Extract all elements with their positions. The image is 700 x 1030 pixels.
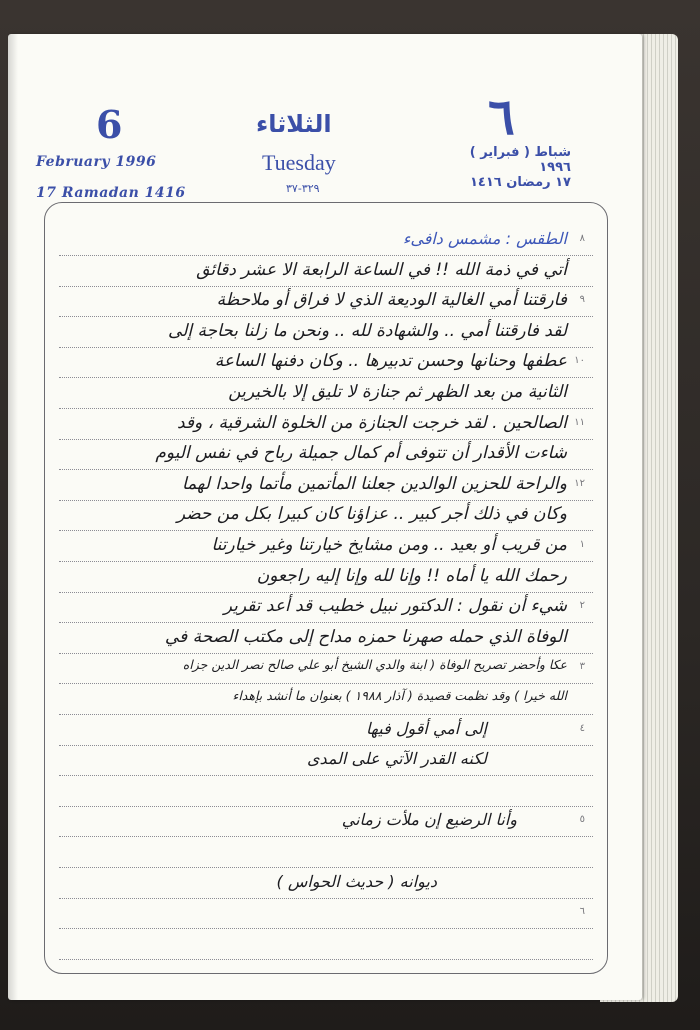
handwritten-line: من قريب أو بعيد .. ومن مشايخ خيارتنا وغير خيارتنا [211, 535, 567, 555]
handwritten-line: رحمك الله يا أماه !! وإنا لله وإنا إليه راجعون [256, 565, 567, 586]
ruled-line [59, 347, 593, 348]
diary-page [8, 34, 642, 1000]
handwritten-line: وأنا الرضيع إن ملأت زماني [341, 810, 517, 830]
arabic-gregorian-date: شباط ( فبراير ) ١٩٩٦ [469, 145, 571, 175]
handwritten-line: عكا وأحضر تصريح الوفاة ( ابنة والدي الشيخ أبو علي صالح نصر الدين جزاه [182, 657, 567, 673]
handwritten-line: الطقس : مشمس دافىء [402, 229, 567, 248]
ruled-line [59, 530, 593, 531]
ruled-line [59, 806, 593, 807]
ruled-line [59, 683, 593, 684]
handwritten-line: لقد فارقتنا أمي .. والشهادة لله .. ونحن ما زلنا بحاجة إلى [168, 320, 567, 341]
handwritten-line: الثانية من بعد الظهر ثم جنازة لا تليق إلا بالخيرين [228, 382, 567, 402]
handwritten-line: وكان في ذلك أجر كبير .. عزاؤنا كان كبيرا بكل من حضر [176, 504, 567, 525]
hour-label: ٦ [579, 906, 585, 918]
ruled-line [59, 286, 593, 287]
ruled-line [59, 500, 593, 501]
ruled-line [59, 439, 593, 440]
handwritten-line: الصالحين . لقد خرجت الجنازة من الخلوة الشرقية ، وقد [177, 412, 567, 433]
hijri-date: 17 Ramadan 1416 [36, 185, 186, 201]
hour-label: ٩ [579, 294, 585, 306]
lined-note-area [44, 202, 608, 974]
hour-label: ٣ [579, 661, 585, 673]
arabic-hijri-date: ١٧ رمضان ١٤١٦ [470, 175, 571, 190]
day-number: 6 [96, 102, 123, 147]
hour-label: ٥ [579, 814, 585, 826]
hour-label: ٨ [579, 233, 585, 244]
ruled-line [59, 592, 593, 593]
ruled-line [59, 316, 593, 317]
handwritten-line: ديوانه ( حديث الحواس ) [276, 871, 437, 891]
weekday-arabic: الثلاثاء [256, 110, 332, 138]
hour-label: ١ [579, 539, 585, 550]
handwritten-line: لكنه القدر الآتي على المدى [306, 749, 487, 769]
ruled-line [59, 561, 593, 562]
ruled-line [59, 867, 593, 868]
ruled-line [59, 622, 593, 623]
ruled-line [59, 745, 593, 746]
hour-label: ١١ [574, 416, 585, 428]
hour-label: ٤ [579, 722, 585, 734]
handwritten-line: فارقتنا أمي الغالية الوديعة الذي لا فراق أو ملاحظة [216, 290, 567, 311]
hour-label: ٢ [579, 600, 585, 612]
ruled-line [59, 836, 593, 837]
handwritten-line: الوفاة الذي حمله صهرنا حمزه مداح إلى مكتب الصحة في [164, 626, 567, 647]
ruled-line [59, 255, 593, 256]
handwritten-line: عطفها وحنانها وحسن تدبيرها .. وكان دفنها الساعة [214, 351, 567, 372]
hour-label: ١٢ [574, 477, 585, 489]
ruled-line [59, 898, 593, 899]
weekday-english: Tuesday [262, 150, 336, 175]
handwritten-line: شيء أن نقول : الدكتور نبيل خطيب قد أعد تقرير [223, 596, 567, 617]
ruled-line [59, 408, 593, 409]
ruled-line [59, 714, 593, 715]
gregorian-date: February 1996 [36, 154, 157, 170]
ruled-line [59, 469, 593, 470]
ruled-line [59, 377, 593, 378]
binding-shadow [8, 34, 18, 1000]
hour-label: ١٠ [574, 355, 585, 367]
ruled-line [59, 775, 593, 776]
handwritten-line: أتي في ذمة الله !! في الساعة الرابعة الا عشر دقائق [196, 259, 567, 280]
handwritten-line: الله خيرا ) وقد نظمت قصيدة ( آذار ١٩٨٨ ) بعنوان ما أنشد بإهداء [232, 688, 567, 703]
ruled-line [59, 928, 593, 929]
handwritten-line: إلى أمي أقول فيها [366, 718, 487, 738]
handwritten-line: والراحة للحزين الوالدين جعلنا المأتمين مأتما واحدا لهما [181, 473, 567, 494]
ruled-line [59, 653, 593, 654]
handwritten-line: شاءت الأقدار أن تتوفى أم كمال جميلة رباح في نفس اليوم [155, 443, 567, 464]
day-count: ٣٢٩-٣٧ [286, 182, 320, 195]
day-number-arabic: ٦ [488, 87, 515, 146]
ruled-line [59, 959, 593, 960]
